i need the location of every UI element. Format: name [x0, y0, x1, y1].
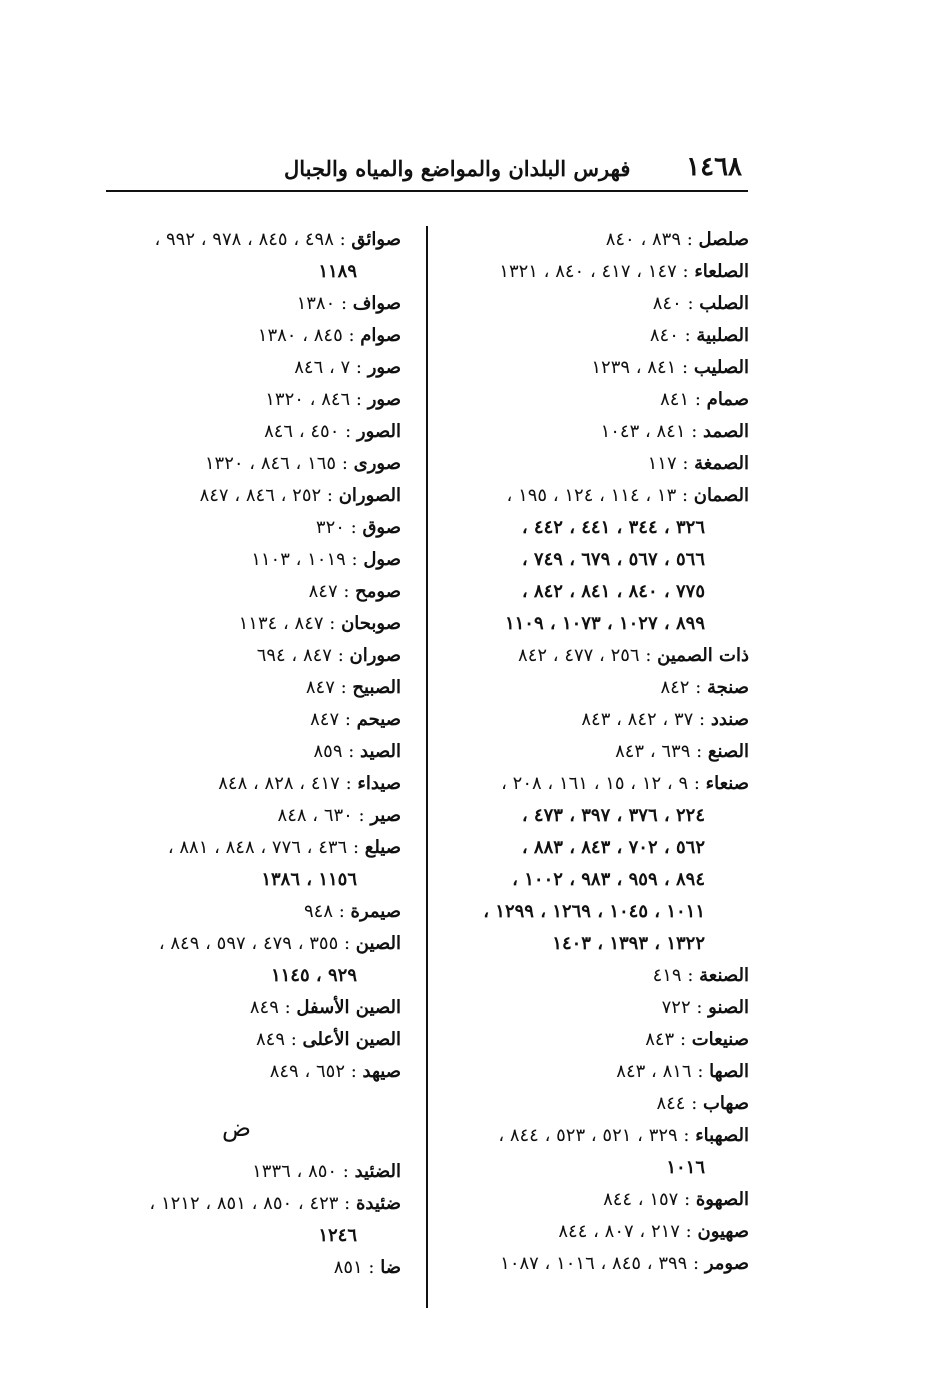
entry-term: الصلبية — [696, 325, 749, 346]
entry-continuation: ١١٥٦ ، ١٣٨٦ — [261, 869, 357, 890]
entry-separator: : — [676, 357, 694, 378]
index-entry — [81, 704, 401, 736]
entry-refs: ٨٥٠ ، ١٣٣٦ — [252, 1161, 338, 1182]
entry-separator: : — [689, 389, 707, 410]
entry-refs: ٧٢٢ — [661, 997, 691, 1018]
index-entry — [81, 672, 401, 704]
index-entry — [81, 1024, 401, 1056]
index-entry — [81, 736, 401, 768]
entry-term: صيمرة — [350, 901, 401, 922]
entry-separator: : — [350, 357, 368, 378]
entry-separator: : — [338, 933, 356, 954]
entry-term: صهاب — [702, 1093, 749, 1114]
entry-term: صمام — [706, 389, 749, 410]
entry-refs: ٨٤١ ، ١٢٣٩ — [591, 357, 677, 378]
entry-continuation: ٨٩٩ ، ١٠٢٧ ، ١٠٧٣ ، ١١٠٩ — [504, 613, 705, 634]
entry-term: الضئيد — [354, 1161, 401, 1182]
entry-separator: : — [678, 1189, 696, 1210]
entry-separator: : — [339, 773, 358, 794]
entry-refs: ٨٤٢ — [660, 677, 690, 698]
entry-term: الصلب — [699, 293, 749, 314]
entry-continuation: ١٠١٦ — [666, 1157, 705, 1178]
entry-term: صنيعات — [691, 1029, 749, 1050]
entry-term: ضا — [380, 1257, 401, 1278]
entry-refs: ٦٣٩ ، ٨٤٣ — [615, 741, 691, 762]
entry-separator: : — [690, 741, 708, 762]
entry-separator: : — [681, 965, 700, 986]
entry-separator: : — [335, 293, 353, 314]
entry-separator: : — [674, 1029, 692, 1050]
index-entry — [81, 480, 401, 512]
entry-separator: : — [362, 1257, 381, 1278]
entry-continuation: ٩٢٩ ، ١١٤٥ — [270, 965, 357, 986]
index-entry — [81, 288, 401, 320]
entry-separator: : — [693, 709, 711, 730]
entry-term: صيهد — [362, 1061, 401, 1082]
entry-term: الصين الأسفل — [296, 997, 401, 1018]
entry-term: صلصل — [698, 229, 749, 250]
entry-separator: : — [676, 453, 695, 474]
entry-separator: : — [339, 421, 357, 442]
entry-separator: : — [344, 517, 363, 538]
entry-refs: ٦٣٠ ، ٨٤٨ — [277, 805, 353, 826]
page-header — [106, 152, 748, 192]
right-column — [449, 224, 749, 1280]
entry-refs: ٨٤٦ ، ١٣٢٠ — [265, 389, 351, 410]
entry-refs: ٨٤٠ — [649, 325, 679, 346]
index-entry — [81, 896, 401, 928]
entry-refs: ٨٤٩ — [256, 1029, 286, 1050]
entry-term: صوبحان — [341, 613, 401, 634]
entry-term: الصمان — [693, 485, 749, 506]
index-entry — [81, 640, 401, 672]
entry-refs: ٢١٧ ، ٨٠٧ ، ٨٤٤ — [558, 1221, 680, 1242]
entry-separator: : — [350, 389, 368, 410]
entry-term: الصليب — [693, 357, 749, 378]
entry-term: صيحم — [356, 709, 401, 730]
index-entry — [449, 416, 749, 448]
left-column — [81, 224, 401, 1284]
index-entry — [449, 256, 749, 288]
entry-refs: ٨٤١ ، ١٠٤٣ — [600, 421, 686, 442]
index-entry — [449, 736, 749, 768]
index-entry — [449, 640, 749, 672]
entry-separator: : — [685, 1093, 703, 1114]
entry-term: الصور — [356, 421, 401, 442]
entry-term: صوام — [360, 325, 401, 346]
entry-term: الصيد — [360, 741, 401, 762]
entry-separator: : — [678, 325, 697, 346]
index-entry — [449, 224, 749, 256]
entry-refs: ٨٤٧ ، ١١٣٤ — [238, 613, 324, 634]
entry-continuation: ١٠١١ ، ١٠٤٥ ، ١٢٦٩ ، ١٢٩٩ ، — [483, 901, 705, 922]
entry-term: الصمد — [703, 421, 749, 442]
entry-separator: : — [681, 293, 700, 314]
index-entry — [81, 352, 401, 384]
entry-refs: ٣٢٩ ، ٥٢١ ، ٥٢٣ ، ٨٤٤ ، — [498, 1125, 678, 1146]
index-entry — [449, 1120, 749, 1152]
entry-separator: : — [334, 677, 353, 698]
index-entry — [449, 352, 749, 384]
entry-refs: ١٤٧ ، ٤١٧ ، ٨٤٠ ، ١٣٢١ — [499, 261, 677, 282]
entry-continuation: ٨٩٤ ، ٩٥٩ ، ٩٨٣ ، ١٠٠٢ ، — [512, 869, 705, 890]
index-entry — [449, 480, 749, 512]
entry-refs: ٩٤٨ — [303, 901, 333, 922]
entry-refs: ٣٢٠ — [315, 517, 345, 538]
entry-separator: : — [323, 613, 342, 634]
entry-separator: : — [336, 453, 354, 474]
entry-continuation: ٥٦٢ ، ٧٠٢ ، ٨٤٣ ، ٨٨٣ ، — [521, 837, 705, 858]
entry-term: الصهباء — [695, 1125, 749, 1146]
index-entry — [81, 1156, 401, 1188]
column-divider — [426, 226, 428, 1308]
index-entry — [449, 672, 749, 704]
entry-separator: : — [285, 1029, 303, 1050]
entry-separator: : — [345, 549, 364, 570]
index-entry — [449, 992, 749, 1024]
entry-separator: : — [676, 485, 694, 506]
entry-refs: ٤٣٦ ، ٧٧٦ ، ٨٤٨ ، ٨٨١ ، — [167, 837, 348, 858]
page-number: ١٤٦٨ — [686, 152, 742, 182]
entry-term: صور — [367, 389, 401, 410]
entry-separator: : — [352, 805, 371, 826]
entry-refs: ٨٤٧ ، ٦٩٤ — [256, 645, 332, 666]
entry-term: صيداء — [357, 773, 401, 794]
entry-separator: : — [681, 229, 699, 250]
entry-refs: ٤٢٣ ، ٨٥٠ ، ٨٥١ ، ١٢١٢ ، — [149, 1193, 339, 1214]
entry-separator: : — [690, 997, 709, 1018]
letter-heading: ض — [221, 1114, 251, 1142]
entry-continuation: ١٣٢٢ ، ١٣٩٣ ، ١٤٠٣ — [552, 933, 705, 954]
entry-continuation: ٢٢٤ ، ٣٧٦ ، ٣٩٧ ، ٤٧٣ ، — [521, 805, 705, 826]
entry-refs: ٨٤٧ — [305, 677, 335, 698]
entry-continuation: ١٢٤٦ — [318, 1225, 357, 1246]
entry-term: ضئيدة — [355, 1193, 401, 1214]
entry-term: صيلع — [364, 837, 401, 858]
index-entry — [449, 1184, 749, 1216]
entry-term: الصهوة — [695, 1189, 749, 1210]
entry-separator: : — [679, 1221, 698, 1242]
entry-refs: ٨٥٩ — [313, 741, 343, 762]
entry-refs: ٢٥٦ ، ٤٧٧ ، ٨٤٢ — [518, 645, 640, 666]
entry-term: صوائق — [351, 229, 401, 250]
entry-term: صواف — [352, 293, 401, 314]
entry-separator: : — [337, 1161, 355, 1182]
entry-refs: ٤١٩ — [652, 965, 682, 986]
entry-term: صندد — [710, 709, 749, 730]
index-entry — [81, 416, 401, 448]
index-entry — [449, 1056, 749, 1088]
index-entry — [449, 320, 749, 352]
entry-separator: : — [331, 645, 350, 666]
entry-separator: : — [342, 325, 361, 346]
index-entry — [449, 768, 749, 800]
entry-separator: : — [677, 1125, 696, 1146]
entry-refs: ٤٥٠ ، ٨٤٦ — [264, 421, 340, 442]
index-entry — [81, 544, 401, 576]
entry-term: ذات الصمين — [657, 645, 749, 666]
index-entry — [81, 448, 401, 480]
index-entry — [81, 832, 401, 864]
entry-term: صنجة — [707, 677, 749, 698]
index-entry — [81, 512, 401, 544]
entry-refs: ١٦٥ ، ٨٤٦ ، ١٣٢٠ — [204, 453, 337, 474]
entry-refs: ٤٩٨ ، ٨٤٥ ، ٩٧٨ ، ٩٩٢ ، — [154, 229, 334, 250]
index-entry — [81, 992, 401, 1024]
entry-refs: ٨٣٩ ، ٨٤٠ — [605, 229, 681, 250]
entry-separator: : — [639, 645, 658, 666]
entry-separator: : — [278, 997, 297, 1018]
index-entry — [81, 928, 401, 960]
entry-separator: : — [321, 485, 339, 506]
entry-refs: ٨٤٧ — [310, 709, 340, 730]
entry-term: صنعاء — [705, 773, 749, 794]
entry-term: صومح — [355, 581, 401, 602]
entry-refs: ٨٤١ — [660, 389, 690, 410]
entry-refs: ١٠١٩ ، ١١٠٣ — [251, 549, 346, 570]
entry-refs: ٩ ، ١٢ ، ١٥ ، ١٦١ ، ٢٠٨ ، — [501, 773, 689, 794]
entry-term: صومر — [704, 1253, 749, 1274]
entry-separator: : — [339, 709, 357, 730]
entry-refs: ٨٤٣ — [645, 1029, 675, 1050]
entry-separator: : — [342, 741, 361, 762]
entry-refs: ٣٧ ، ٨٤٢ ، ٨٤٣ — [581, 709, 694, 730]
entry-refs: ١٣٨٠ — [296, 293, 336, 314]
index-entry — [81, 576, 401, 608]
index-entry — [449, 960, 749, 992]
index-entry — [81, 608, 401, 640]
index-entry — [81, 1056, 401, 1088]
entry-refs: ٤١٧ ، ٨٢٨ ، ٨٤٨ — [218, 773, 340, 794]
entry-refs: ٨٤٠ — [652, 293, 682, 314]
entry-separator: : — [691, 1061, 710, 1082]
entry-separator: : — [347, 837, 365, 858]
entry-separator: : — [338, 1193, 356, 1214]
index-entry — [449, 1216, 749, 1248]
index-entry — [81, 224, 401, 256]
entry-refs: ٨٤٩ — [249, 997, 279, 1018]
index-entry — [449, 704, 749, 736]
entry-refs: ٧ ، ٨٤٦ — [294, 357, 351, 378]
entry-term: الصلعاء — [694, 261, 749, 282]
entry-refs: ١٥٧ ، ٨٤٤ — [603, 1189, 679, 1210]
entry-term: الصنع — [707, 741, 749, 762]
entry-continuation: ٥٦٦ ، ٥٦٧ ، ٦٧٩ ، ٧٤٩ ، — [521, 549, 705, 570]
entry-term: الصنعة — [699, 965, 749, 986]
index-entry — [81, 320, 401, 352]
index-entry — [449, 1024, 749, 1056]
index-entry — [449, 384, 749, 416]
entry-term: الصوران — [338, 485, 401, 506]
entry-separator: : — [333, 901, 351, 922]
entry-refs: ٨٤٥ ، ١٣٨٠ — [257, 325, 343, 346]
entry-term: صوق — [362, 517, 401, 538]
entry-term: صول — [363, 549, 401, 570]
index-entry — [81, 384, 401, 416]
entry-refs: ٣٥٥ ، ٤٧٩ ، ٥٩٧ ، ٨٤٩ ، — [158, 933, 339, 954]
entry-refs: ٦٥٢ ، ٨٤٩ — [269, 1061, 346, 1082]
entry-refs: ٣٩٩ ، ٨٤٥ ، ١٠١٦ ، ١٠٨٧ — [500, 1253, 688, 1274]
index-entry — [449, 1088, 749, 1120]
entry-refs: ٨٥١ — [333, 1257, 363, 1278]
entry-term: صور — [367, 357, 401, 378]
entry-separator: : — [685, 421, 704, 442]
page-title: فهرس البلدان والمواضع والمياه والجبال — [284, 156, 631, 181]
entry-separator: : — [687, 1253, 705, 1274]
entry-separator: : — [345, 1061, 363, 1082]
entry-term: الصمغة — [694, 453, 749, 474]
index-entry — [81, 800, 401, 832]
entry-term: صهيون — [697, 1221, 749, 1242]
entry-refs: ١٣ ، ١١٤ ، ١٢٤ ، ١٩٥ ، — [506, 485, 677, 506]
entry-term: الصبيح — [352, 677, 401, 698]
entry-refs: ٨٤٧ — [308, 581, 338, 602]
entry-term: صورى — [353, 453, 401, 474]
entry-refs: ٨١٦ ، ٨٤٣ — [616, 1061, 692, 1082]
index-entry — [449, 1248, 749, 1280]
entry-separator: : — [337, 581, 356, 602]
entry-continuation: ١١٨٩ — [318, 261, 357, 282]
entry-refs: ٢٥٢ ، ٨٤٦ ، ٨٤٧ — [199, 485, 322, 506]
index-entry — [81, 1252, 401, 1284]
entry-separator: : — [676, 261, 695, 282]
entry-continuation: ٣٢٦ ، ٣٤٤ ، ٤٤١ ، ٤٤٢ ، — [521, 517, 705, 538]
entry-term: الصنو — [708, 997, 749, 1018]
index-entry — [81, 768, 401, 800]
entry-separator: : — [333, 229, 352, 250]
entry-term: الصين — [355, 933, 401, 954]
entry-term: الصها — [709, 1061, 749, 1082]
entry-refs: ٨٤٤ — [656, 1093, 686, 1114]
index-entry — [81, 1188, 401, 1220]
index-entry — [449, 448, 749, 480]
entry-refs: ١١٧ — [647, 453, 677, 474]
entry-separator: : — [689, 677, 707, 698]
entry-term: صوران — [349, 645, 401, 666]
entry-term: الصين الأعلى — [302, 1029, 401, 1050]
entry-continuation: ٧٧٥ ، ٨٤٠ ، ٨٤١ ، ٨٤٢ ، — [521, 581, 705, 602]
entry-term: صير — [370, 805, 401, 826]
entry-separator: : — [688, 773, 706, 794]
index-entry — [449, 288, 749, 320]
